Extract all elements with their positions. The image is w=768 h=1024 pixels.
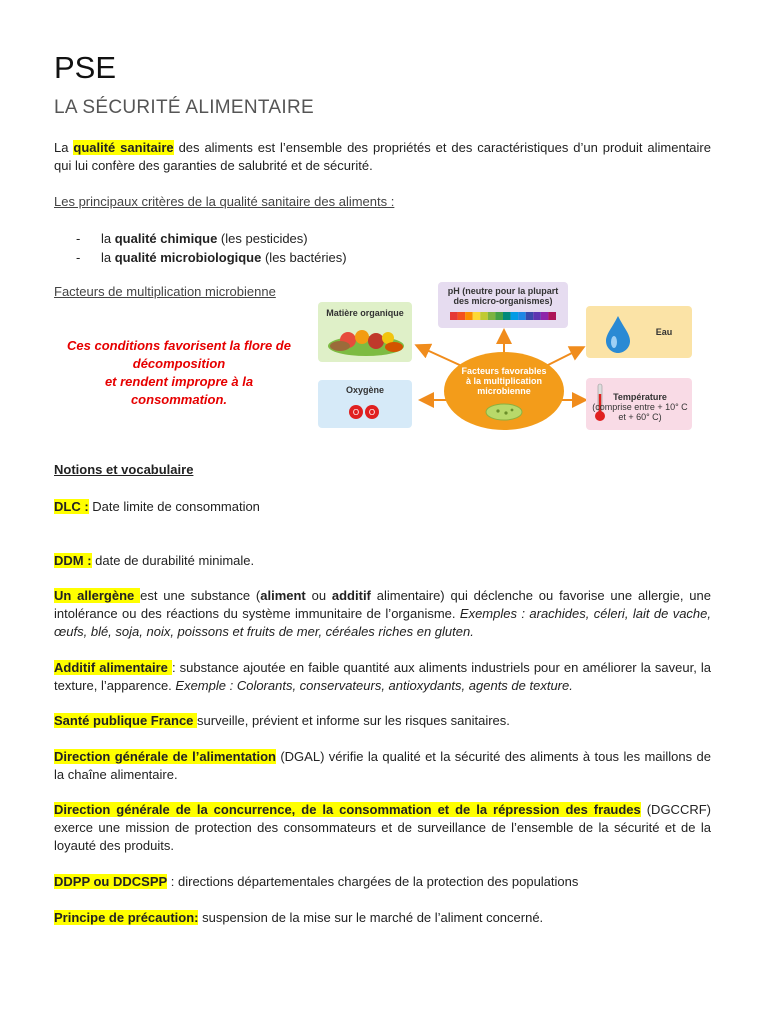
criteria-list xyxy=(76,229,347,267)
conditions-note xyxy=(54,337,304,409)
definition-term: Additif alimentaire xyxy=(54,660,172,675)
ph-scale-segment xyxy=(511,312,519,320)
oxygen-atom-label: O xyxy=(368,408,376,417)
organic-box xyxy=(318,302,412,362)
intro-prefix: La xyxy=(54,140,74,155)
definition-example: Exemples : arachides, céleri, lait de vache, œufs, blé, soja, noix, poissons et fruits de mer, céréales riches en gluten. xyxy=(54,606,711,639)
notions-title: Notions et vocabulaire xyxy=(54,462,194,477)
definition-text: suspension de la mise sur le marché de l’aliment concerné. xyxy=(198,910,544,925)
vegetables-icon xyxy=(318,302,412,362)
oxygen-atom-label: O xyxy=(352,408,360,417)
ph-scale-segment xyxy=(450,312,458,320)
definition-allergene xyxy=(54,587,711,641)
conditions-line: consommation. xyxy=(130,392,228,407)
definition-text: Date limite de consommation xyxy=(88,499,260,514)
definition-precaution xyxy=(54,909,711,927)
temperature-label-line: Température xyxy=(613,392,667,402)
criteria-item-prefix: la xyxy=(101,231,115,246)
ph-scale-segment xyxy=(473,312,481,320)
ph-scale-segment xyxy=(458,312,466,320)
intro-text: des aliments est l’ensemble des propriétés et des caractéristiques d’un produit alimentaire qui lui confère des garanties de salubrité et de sécurité. xyxy=(54,140,711,173)
page-subtitle: LA SÉCURITÉ ALIMENTAIRE xyxy=(54,97,314,118)
ph-scale-segment xyxy=(518,312,526,320)
definition-text: est une substance ( xyxy=(140,588,261,603)
definition-text: (DGCCRF) exerce une mission de protection des consommateurs et de surveillance de l’ensemble de la sécurité et de la loyauté des produits. xyxy=(54,802,711,853)
definition-term: DDPP ou DDCSPP xyxy=(54,874,168,889)
criteria-item-prefix: la xyxy=(101,250,115,265)
center-label-line: Facteurs favorables xyxy=(461,366,547,376)
temperature-label xyxy=(590,392,690,422)
factors-diagram xyxy=(316,282,696,434)
temperature-label-line: (comprise entre + 10° C xyxy=(592,402,688,412)
conditions-line: et rendent impropre à la xyxy=(104,374,254,389)
ph-scale-segment xyxy=(488,312,496,320)
definition-text: (DGAL) vérifie la qualité et la sécurité des aliments à tous les maillons de la chaîne alimentaire. xyxy=(54,749,711,782)
center-label-line: à la multiplication xyxy=(465,376,542,386)
definition-term: DLC : xyxy=(54,499,89,514)
definition-example: Exemple : Colorants, conservateurs, antioxydants, agents de texture. xyxy=(175,678,573,693)
temperature-label-line: et + 60° C) xyxy=(618,412,662,422)
definition-term: Principe de précaution: xyxy=(54,910,199,925)
list-dash: - xyxy=(76,231,81,246)
criteria-item xyxy=(76,248,347,267)
criteria-item-term: qualité chimique xyxy=(114,231,218,246)
temperature-box xyxy=(586,378,692,430)
definition-term: Un allergène xyxy=(54,588,141,603)
definition-ddpp xyxy=(54,873,711,891)
definition-keyword: additif xyxy=(331,588,371,603)
ph-scale-segment xyxy=(526,312,534,320)
definition-sante-publique xyxy=(54,712,711,730)
definition-term: Santé publique France xyxy=(54,713,198,728)
definition-text: date de durabilité minimale. xyxy=(91,553,255,568)
list-dash: - xyxy=(76,250,81,265)
criteria-item xyxy=(76,229,347,248)
factors-title: Facteurs de multiplication microbienne xyxy=(54,284,276,299)
ph-label-line: des micro-organismes) xyxy=(453,296,553,306)
water-label: Eau xyxy=(655,327,673,337)
definition-text: surveille, prévient et informe sur les risques sanitaires. xyxy=(197,713,510,728)
water-box xyxy=(586,306,692,358)
definition-keyword: aliment xyxy=(260,588,306,603)
oxygen-molecule-icon xyxy=(318,380,412,428)
definition-additif xyxy=(54,659,711,695)
conditions-line: décomposition xyxy=(132,356,226,371)
microbe-icon xyxy=(444,352,564,430)
ph-scale-icon xyxy=(438,282,568,328)
ph-scale-segment xyxy=(548,312,556,320)
definition-text: : directions départementales chargées de la protection des populations xyxy=(167,874,579,889)
ph-scale-segment xyxy=(480,312,488,320)
ph-box xyxy=(438,282,568,328)
criteria-item-detail: (les pesticides) xyxy=(217,231,308,246)
center-label-line: microbienne xyxy=(477,386,531,396)
definition-dlc xyxy=(54,498,711,516)
ph-label-line: pH (neutre pour la plupart xyxy=(447,286,559,296)
intro-paragraph xyxy=(54,139,711,175)
intro-term: qualité sanitaire xyxy=(73,140,174,155)
definition-term: Direction générale de l’alimentation xyxy=(54,749,276,764)
criteria-item-term: qualité microbiologique xyxy=(114,250,262,265)
ph-scale-segment xyxy=(465,312,473,320)
water-drop-icon xyxy=(598,306,638,358)
organic-label: Matière organique xyxy=(326,308,404,318)
conditions-line: Ces conditions favorisent la flore de xyxy=(67,338,291,353)
criteria-title: Les principaux critères de la qualité sanitaire des aliments : xyxy=(54,194,395,209)
ph-scale-segment xyxy=(503,312,511,320)
ph-scale-segment xyxy=(495,312,503,320)
definition-text: : substance ajoutée en faible quantité aux aliments industriels pour en améliorer la saveur, la texture, l’apparence. xyxy=(54,660,711,693)
definition-ddm xyxy=(54,552,711,570)
oxygen-label: Oxygène xyxy=(345,385,385,395)
criteria-item-detail: (les bactéries) xyxy=(261,250,347,265)
page-title: PSE xyxy=(54,50,117,85)
definition-text: alimentaire) qui déclenche ou favorise une allergie, une intolérance ou des réactions du système immunitaire de l’organisme. xyxy=(54,588,711,621)
definition-dgccrf xyxy=(54,801,711,855)
definition-term: DDM : xyxy=(54,553,92,568)
definition-dgal xyxy=(54,748,711,784)
definition-term: Direction générale de la concurrence, de la consommation et de la répression des fraudes xyxy=(54,802,641,817)
oxygen-box xyxy=(318,380,412,428)
center-factors-oval xyxy=(444,352,564,430)
ph-scale-segment xyxy=(533,312,541,320)
definition-text: ou xyxy=(305,588,332,603)
ph-scale-segment xyxy=(541,312,549,320)
